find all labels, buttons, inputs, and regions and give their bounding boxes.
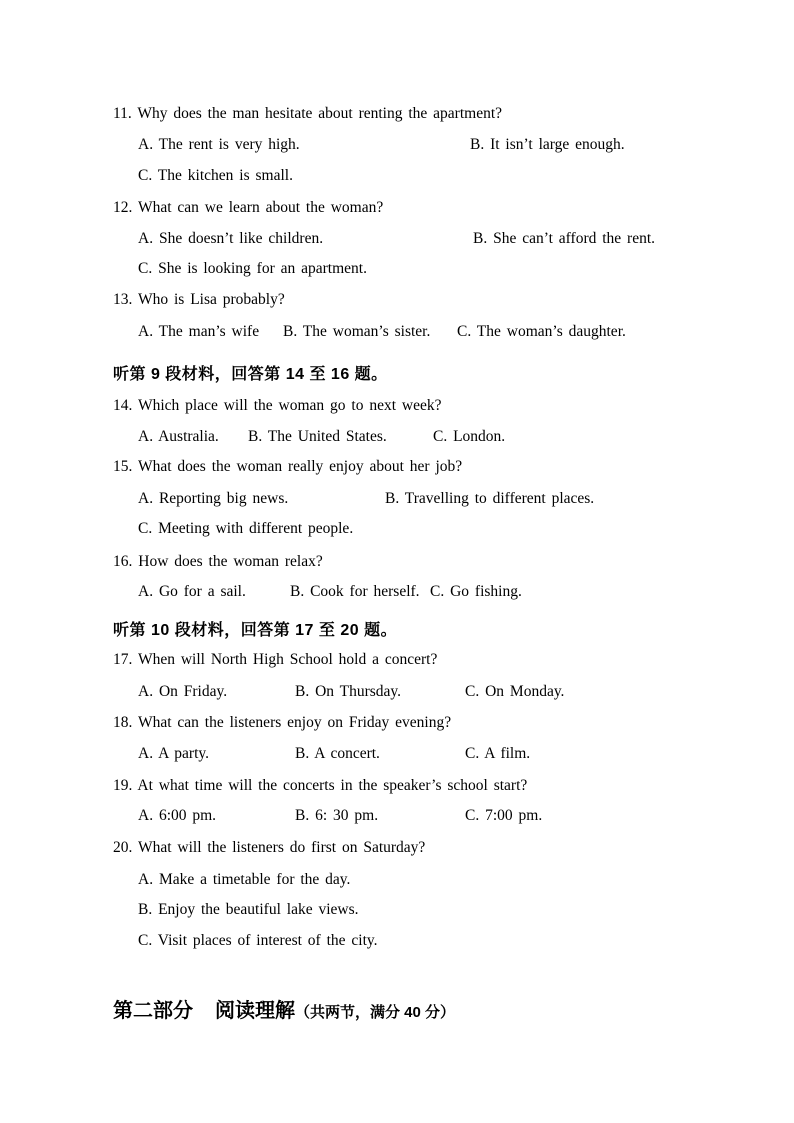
question-20-option-c: C. Visit places of interest of the city. <box>138 932 378 949</box>
question-19-stem: 19. At what time will the concerts in the speaker’s school start? <box>113 777 528 794</box>
part2-title: 第二部分 <box>113 1000 193 1022</box>
question-14-option-c: C. London. <box>433 428 506 445</box>
question-17-stem: 17. When will North High School hold a concert? <box>113 651 438 668</box>
question-18-stem: 18. What can the listeners enjoy on Friday evening? <box>113 714 452 731</box>
question-12-option-c: C. She is looking for an apartment. <box>138 260 367 277</box>
question-18-option-b: B. A concert. <box>295 745 380 762</box>
question-15-option-b: B. Travelling to different places. <box>385 490 595 507</box>
question-16-option-a: A. Go for a sail. <box>138 583 246 600</box>
question-12-option-b: B. She can’t afford the rent. <box>473 230 656 247</box>
question-13-option-c: C. The woman’s daughter. <box>457 323 626 340</box>
part2-section-title: 阅读理解 <box>215 1000 295 1022</box>
question-14-option-a: A. Australia. <box>138 428 219 445</box>
question-16-option-c: C. Go fishing. <box>430 583 522 600</box>
question-14-option-b: B. The United States. <box>248 428 387 445</box>
question-17-option-a: A. On Friday. <box>138 683 228 700</box>
part2-header <box>113 994 455 1023</box>
question-15-option-a: A. Reporting big news. <box>138 490 289 507</box>
question-20-stem: 20. What will the listeners do first on Saturday? <box>113 839 426 856</box>
question-15-stem: 15. What does the woman really enjoy about her job? <box>113 458 463 475</box>
material-header-10: 听第 10 段材料，回答第 17 至 20 题。 <box>113 622 398 639</box>
question-18-option-a: A. A party. <box>138 745 210 762</box>
question-13-option-b: B. The woman’s sister. <box>283 323 431 340</box>
question-11-option-c: C. The kitchen is small. <box>138 167 293 184</box>
question-20-option-b: B. Enjoy the beautiful lake views. <box>138 901 359 918</box>
question-13-option-a: A. The man’s wife <box>138 323 260 340</box>
question-12-option-a: A. She doesn’t like children. <box>138 230 324 247</box>
question-11-option-a: A. The rent is very high. <box>138 136 300 153</box>
question-11-option-b: B. It isn’t large enough. <box>470 136 625 153</box>
material-header-9: 听第 9 段材料，回答第 14 至 16 题。 <box>113 366 388 383</box>
question-11-stem: 11. Why does the man hesitate about renting the apartment? <box>113 105 503 122</box>
question-20-option-a: A. Make a timetable for the day. <box>138 871 351 888</box>
question-16-option-b: B. Cook for herself. <box>290 583 420 600</box>
question-19-option-c: C. 7:00 pm. <box>465 807 543 824</box>
question-13-stem: 13. Who is Lisa probably? <box>113 291 285 308</box>
question-16-stem: 16. How does the woman relax? <box>113 553 323 570</box>
question-18-option-c: C. A film. <box>465 745 531 762</box>
question-14-stem: 14. Which place will the woman go to next week? <box>113 397 442 414</box>
question-17-option-c: C. On Monday. <box>465 683 565 700</box>
question-17-option-b: B. On Thursday. <box>295 683 402 700</box>
question-12-stem: 12. What can we learn about the woman? <box>113 199 384 216</box>
question-19-option-b: B. 6: 30 pm. <box>295 807 379 824</box>
question-19-option-a: A. 6:00 pm. <box>138 807 217 824</box>
part2-note: （共两节，满分 40 分） <box>295 1004 456 1021</box>
question-15-option-c: C. Meeting with different people. <box>138 520 354 537</box>
